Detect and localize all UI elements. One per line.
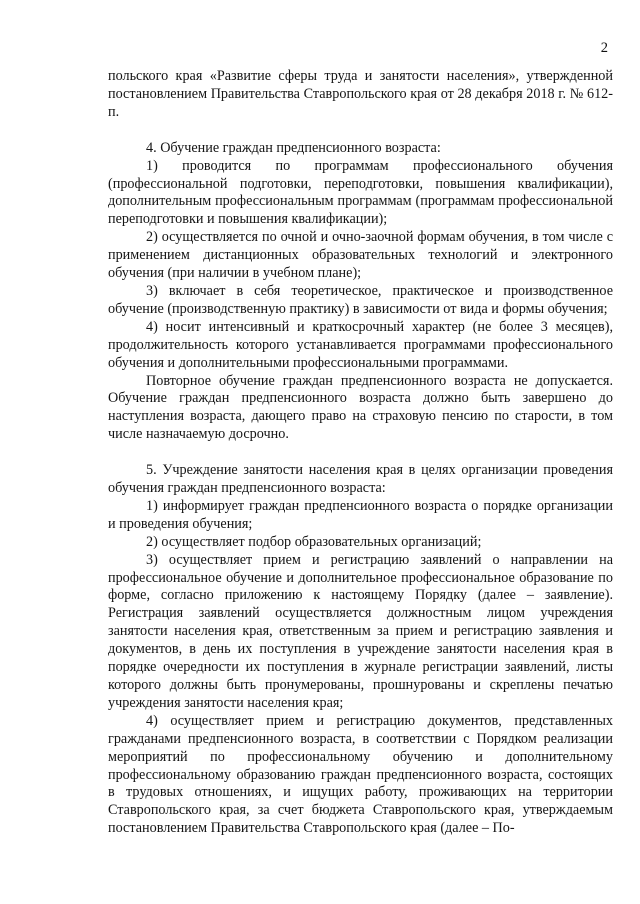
section-gap bbox=[108, 444, 613, 462]
section-5-item-3: 3) осуществляет прием и регистрацию заявлений о направлении на профессиональное обучение и дополнительное профессиональное образование по форме, согласно приложению к настоящему Порядку (далее – заявление). Регистрация заявлений осуществляется должностным лицом учреждения занятости населения края, ответственным за прием и регистрацию заявления и документов, в день их поступления в учреждение занятости населения края в порядке очередности их поступления в журнале регистрации заявлений, листы которого должны быть пронумерованы, прошнурованы и скреплены печатью учреждения занятости населения края; bbox=[108, 551, 613, 711]
paragraph-continuation: польского края «Развитие сферы труда и занятости населения», утвержденной постановлением Правительства Ставропольского края от 28 декабря 2018 г. № 612-п. bbox=[108, 68, 613, 120]
section-4-item-1: 1) проводится по программам профессионального обучения (профессиональной подготовки, переподготовки, повышения квалификации), дополнительным профессиональным программам (программам профессиональной переподготовки и повышения квалификации); bbox=[108, 157, 613, 228]
section-5-item-1: 1) информирует граждан предпенсионного возраста о порядке организации и проведения обучения; bbox=[108, 497, 613, 532]
section-4-item-2: 2) осуществляется по очной и очно-заочной формам обучения, в том числе с применением дистанционных образовательных технологий и электронного обучения (при наличии в учебном плане); bbox=[108, 229, 613, 282]
section-5-heading: 5. Учреждение занятости населения края в целях организации проведения обучения граждан предпенсионного возраста: bbox=[108, 462, 613, 497]
section-4-item-4: 4) носит интенсивный и краткосрочный характер (не более 3 месяцев), продолжительность которого устанавливается программами профессионального обучения и дополнительными профессиональными программами. bbox=[108, 318, 613, 371]
document-body bbox=[108, 68, 613, 838]
page-number: 2 bbox=[600, 40, 608, 56]
section-gap bbox=[108, 122, 613, 140]
section-4-item-3: 3) включает в себя теоретическое, практическое и производственное обучение (производственную практику) в зависимости от вида и формы обучения; bbox=[108, 282, 613, 317]
section-4-heading: 4. Обучение граждан предпенсионного возраста: bbox=[146, 139, 441, 156]
section-4-repeat-training-paragraph: Повторное обучение граждан предпенсионного возраста не допускается. Обучение граждан предпенсионного возраста должно быть завершено до наступления возраста, дающего право на страховую пенсию по старости, в том числе назначаемую досрочно. bbox=[108, 372, 613, 443]
section-5-item-2: 2) осуществляет подбор образовательных организаций; bbox=[146, 533, 482, 550]
section-5-item-4: 4) осуществляет прием и регистрацию документов, представленных гражданами предпенсионного возраста, в соответствии с Порядком реализации мероприятий по профессиональному обучению и дополнительному профессиональному образованию граждан предпенсионного возраста, состоящих в трудовых отношениях, и ищущих работу, проживающих на территории Ставропольского края, за счет бюджета Ставропольского края, утверждаемым постановлением Правительства Ставропольского края (далее – По- bbox=[108, 712, 613, 837]
